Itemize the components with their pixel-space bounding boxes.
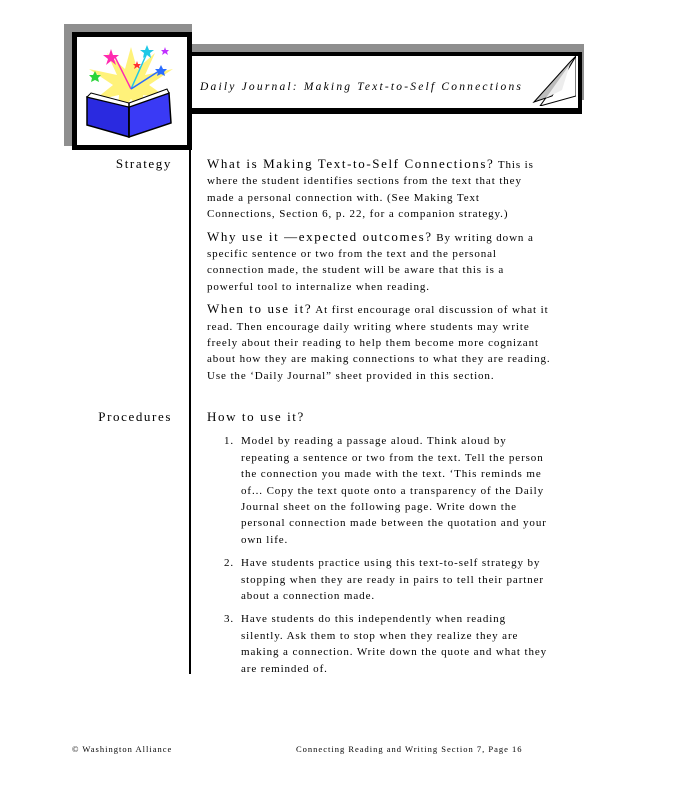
- book-illustration: [72, 32, 192, 150]
- why-answer: By writing down a specific sentence or two from the text and the personal connection made, the student will be aware that this is a powerful tool to internalize when reading.: [207, 231, 534, 293]
- step-text: Have students practice using this text-to-self strategy by stopping when they are ready in pairs to tell their partner about a connection made.: [241, 557, 544, 603]
- header-banner: [64, 24, 594, 154]
- column-divider: [189, 146, 191, 674]
- when-answer: At first encourage oral discussion of what it read. Then encourage daily writing where students may write freely about their reading to help them become more cognizant about how they are making connections to what they are reading. Use the ‘Daily Journal” sheet provided in this section.: [207, 304, 551, 382]
- list-item: [207, 433, 552, 548]
- step-text: Have students do this independently when reading silently. Ask them to stop when they realize they are making a connection. Write down the quote and what they are reminded of.: [241, 613, 548, 675]
- when-paragraph: [207, 301, 552, 384]
- why-question: Why use it —expected outcomes?: [207, 228, 433, 244]
- list-item: [207, 611, 552, 677]
- step-number: 3.: [224, 613, 235, 626]
- strategy-section: [207, 156, 552, 384]
- page-title: Daily Journal: Making Text-to-Self Connections: [200, 81, 524, 93]
- why-paragraph: [207, 229, 552, 296]
- page-curl-icon: [526, 56, 576, 106]
- footer-page-info: Connecting Reading and Writing Section 7, Page 16: [296, 744, 523, 754]
- footer-copyright: © Washington Alliance: [72, 744, 173, 754]
- procedures-label: Procedures: [98, 409, 172, 424]
- what-question: What is Making Text-to-Self Connections?: [207, 156, 495, 171]
- when-question: When to use it?: [207, 301, 313, 317]
- step-number: 2.: [224, 557, 235, 570]
- title-banner: [180, 52, 582, 114]
- strategy-label: Strategy: [115, 156, 172, 171]
- what-paragraph: [207, 156, 552, 223]
- step-text: Model by reading a passage aloud. Think aloud by repeating a sentence or two from the text. Tell the person the connection you made with the text. ‘This reminds me of... Copy the text quote onto a transparency of the Daily Journal sheet on the following page. Write down the personal connection made between the quotation and your own life.: [241, 435, 547, 546]
- steps-list: [207, 433, 552, 677]
- procedures-section: [207, 409, 552, 684]
- what-answer: This is where the student identifies sections from the text that they made a personal connection with. (See Making Text Connections, Section 6, p. 22, for a companion strategy.): [207, 159, 534, 221]
- list-item: [207, 555, 552, 604]
- how-question: How to use it?: [207, 409, 305, 424]
- open-book-icon: [81, 39, 181, 139]
- step-number: 1.: [224, 435, 235, 448]
